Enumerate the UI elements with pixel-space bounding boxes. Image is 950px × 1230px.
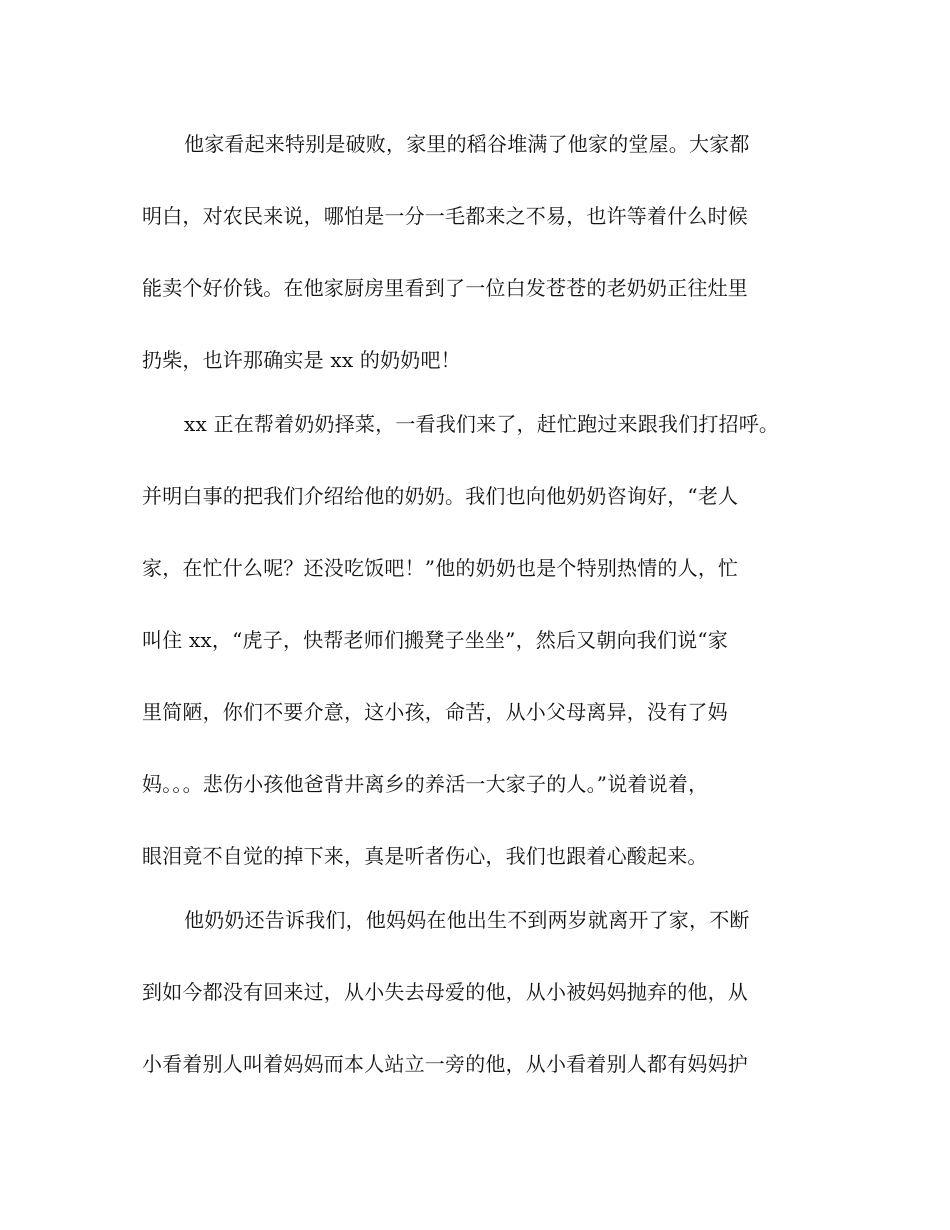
paragraph-1-line-2: 明白，对农民来说，哪怕是一分一毛都来之不易，也许等着什么时候	[142, 204, 748, 228]
paragraph-2-line-6: 妈。。。悲伤小孩他爸背井离乡的养活一大家子的人。”说着说着，	[142, 772, 709, 796]
paragraph-3-line-2: 到如今都没有回来过，从小失去母爱的他，从小被妈妈抛弃的他，从	[142, 980, 748, 1004]
paragraph-1-line-1: 他家看起来特别是破败，家里的稻谷堆满了他家的堂屋。大家都	[184, 132, 750, 156]
paragraph-2-line-2: 并明白事的把我们介绍给他的奶奶。我们也向他奶奶咨询好，“老人	[142, 484, 739, 508]
paragraph-2-line-3: 家，在忙什么呢？还没吃饭吧！”他的奶奶也是个特别热情的人，忙	[142, 556, 739, 580]
paragraph-2-line-4: 叫住 xx，“虎子，快帮老师们搬凳子坐坐”，然后又朝向我们说“家	[142, 628, 728, 652]
paragraph-1-line-4: 扔柴，也许那确实是 xx 的奶奶吧！	[142, 348, 461, 372]
paragraph-3-line-1: 他奶奶还告诉我们，他妈妈在他出生不到两岁就离开了家，不断	[184, 908, 750, 932]
paragraph-3-line-3: 小看着别人叫着妈妈而本人站立一旁的他，从小看着别人都有妈妈护	[142, 1052, 748, 1076]
paragraph-2-line-7: 眼泪竟不自觉的掉下来，真是听者伤心，我们也跟着心酸起来。	[142, 844, 708, 868]
paragraph-1-line-3: 能卖个好价钱。在他家厨房里看到了一位白发苍苍的老奶奶正往灶里	[142, 276, 748, 300]
paragraph-2-line-5: 里简陋，你们不要介意，这小孩，命苦，从小父母离异，没有了妈	[142, 700, 728, 724]
paragraph-2-line-1: xx 正在帮着奶奶择菜，一看我们来了，赶忙跑过来跟我们打招呼。	[184, 412, 780, 436]
